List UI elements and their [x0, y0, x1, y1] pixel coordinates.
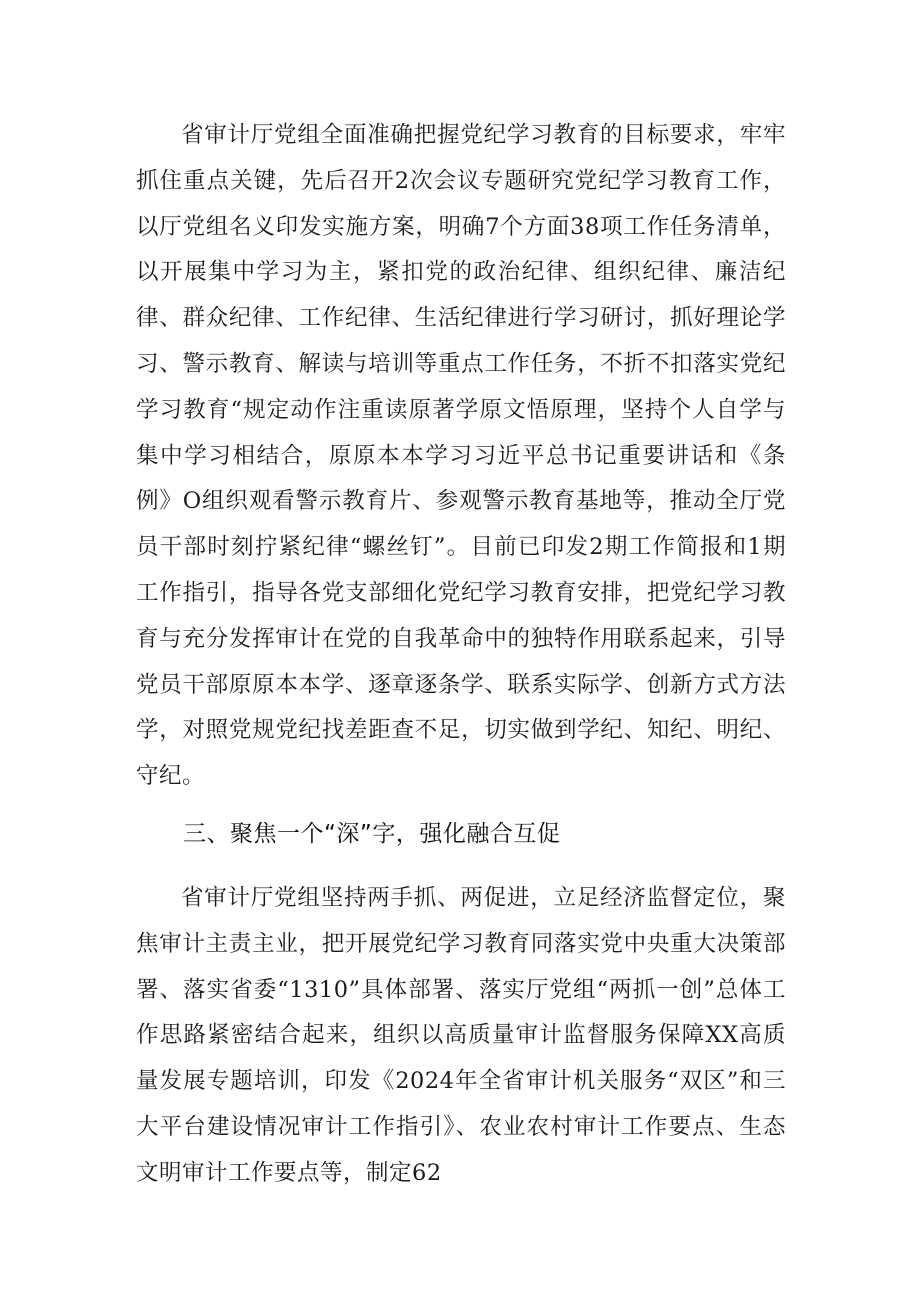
body-paragraph-2: 省审计厅党组坚持两手抓、两促进，立足经济监督定位，聚焦审计主责主业，把开展党纪学习教育同落实党中央重大决策部署、落实省委“1310”具体部署、落实厅党组“两抓一创”总体工作思路紧密结合起来，组织以高质量审计监督服务保障XX高质量发展专题培训，印发《2024年全省审计机关服务“双区”和三大平台建设情况审计工作指引》、农业农村审计工作要点、生态文明审计工作要点等，制定62	[136, 885, 786, 1186]
body-paragraph-1: 省审计厅党组全面准确把握党纪学习教育的目标要求，牢牢抓住重点关键，先后召开2次会议专题研究党纪学习教育工作，以厅党组名义印发实施方案，明确7个方面38项工作任务清单，以开展集中学习为主，紧扣党的政治纪律、组织纪律、廉洁纪律、群众纪律、工作纪律、生活纪律进行学习研讨，抓好理论学习、警示教育、解读与培训等重点工作任务，不折不扣落实党纪学习教育“规定动作注重读原著学原文悟原理，坚持个人自学与集中学习相结合，原原本本学习习近平总书记重要讲话和《条例》O组织观看警示教育片、参观警示教育基地等，推动全厅党员干部时刻拧紧纪律“螺丝钉”。目前已印发2期工作简报和1期工作指引，指导各党支部细化党纪学习教育安排，把党纪学习教育与充分发挥审计在党的自我革命中的独特作用联系起来，引导党员干部原原本本学、逐章逐条学、联系实际学、创新方式方法学，对照党规党纪找差距查不足，切实做到学纪、知纪、明纪、守纪。	[136, 122, 786, 790]
section-heading: 三、聚焦一个“深”字，强化融合互促	[183, 821, 561, 847]
